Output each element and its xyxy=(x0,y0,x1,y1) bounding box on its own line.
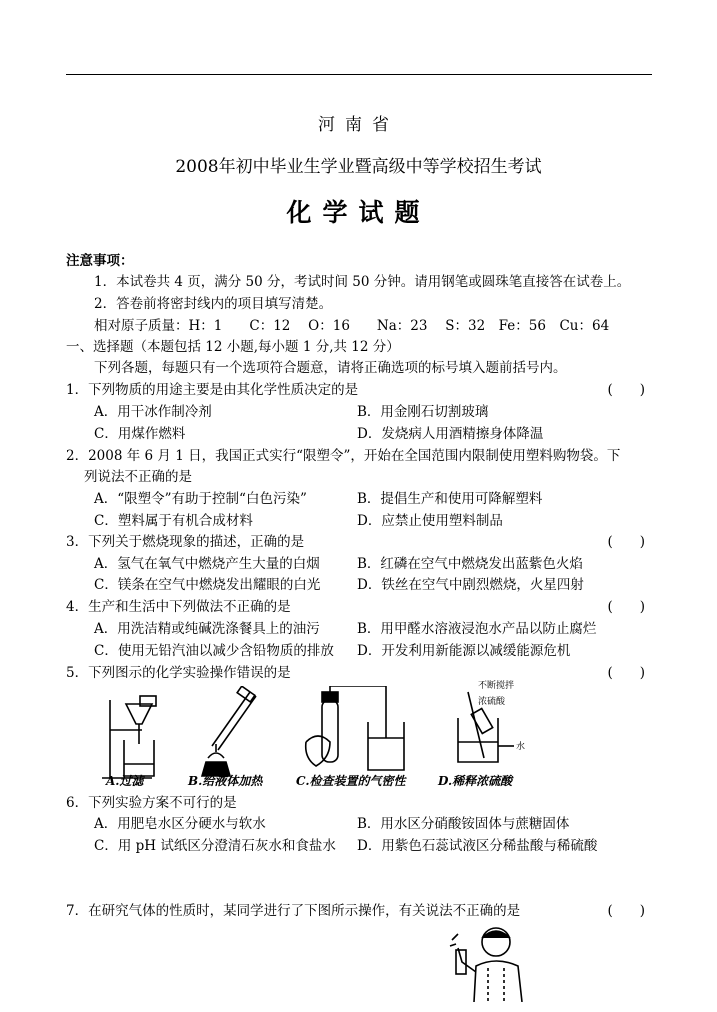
section-instruction: 下列各题，每题只有一个选项符合题意，请将正确选项的标号填入题前括号内。 xyxy=(94,360,567,376)
question-1-stem: 1．下列物质的用途主要是由其化学性质决定的是 xyxy=(66,382,359,398)
q4-option-d: D．开发利用新能源以减缓能源危机 xyxy=(357,643,571,659)
exam-title: 2008年初中毕业生学业暨高级中等学校招生考试 xyxy=(175,157,542,177)
question-5-stem: 5．下列图示的化学实验操作错误的是 xyxy=(66,665,291,681)
figure-caption-a: A.过滤 xyxy=(106,774,144,788)
q1-option-b: B．用金刚石切割玻璃 xyxy=(357,404,489,420)
answer-paren-4[interactable]: ( ) xyxy=(607,599,645,615)
question-2-stem: 2．2008 年 6 月 1 日，我国正式实行“限塑令”，开始在全国范围内限制使用塑料购物袋。下 xyxy=(66,448,621,464)
q6-option-b: B．用水区分硝酸铵固体与蔗糖固体 xyxy=(357,816,570,832)
q1-option-a: A．用干冰作制冷剂 xyxy=(94,404,212,420)
q6-option-d: D．用紫色石蕊试液区分稀盐酸与稀硫酸 xyxy=(357,838,598,854)
q6-option-c: C．用 pH 试纸区分澄清石灰水和食盐水 xyxy=(94,838,336,854)
answer-paren-5[interactable]: ( ) xyxy=(607,665,645,681)
notice-item-2: 2．答卷前将密封线内的项目填写清楚。 xyxy=(94,296,333,312)
q2-option-a: A．“限塑令”有助于控制“白色污染” xyxy=(94,491,307,507)
label-water: 水 xyxy=(516,742,526,752)
figure-caption-c: C.检查装置的气密性 xyxy=(296,774,406,788)
heating-figure xyxy=(192,686,272,786)
q1-option-d: D．发烧病人用酒精擦身体降温 xyxy=(357,426,544,442)
question-2-stem-cont: 列说法不正确的是 xyxy=(84,469,192,485)
answer-paren-7[interactable]: ( ) xyxy=(607,903,645,919)
province-title: 河南省 xyxy=(318,115,399,135)
answer-paren-3[interactable]: ( ) xyxy=(607,534,645,550)
top-rule xyxy=(66,74,652,75)
q3-option-a: A．氢气在氧气中燃烧产生大量的白烟 xyxy=(94,556,320,572)
section-title: 一、选择题（本题包括 12 小题,每小题 1 分,共 12 分） xyxy=(66,339,400,355)
q2-option-c: C．塑料属于有机合成材料 xyxy=(94,513,253,529)
subject-title: 化学试题 xyxy=(286,198,431,227)
q2-option-b: B．提倡生产和使用可降解塑料 xyxy=(357,491,543,507)
q4-option-a: A．用洗洁精或纯碱洗涤餐具上的油污 xyxy=(94,621,320,637)
answer-paren-1[interactable]: ( ) xyxy=(607,382,645,398)
question-3-stem: 3．下列关于燃烧现象的描述，正确的是 xyxy=(66,534,305,550)
figure-caption-d: D.稀释浓硫酸 xyxy=(438,774,513,788)
question-4-stem: 4．生产和生活中下列做法不正确的是 xyxy=(66,599,291,615)
q3-option-c: C．镁条在空气中燃烧发出耀眼的白光 xyxy=(94,577,321,593)
notice-heading: 注意事项： xyxy=(66,253,134,269)
q4-option-c: C．使用无铅汽油以减少含铅物质的排放 xyxy=(94,643,334,659)
student-figure xyxy=(448,922,538,1002)
q3-option-d: D．铁丝在空气中剧烈燃烧，火星四射 xyxy=(357,577,584,593)
notice-item-1: 1．本试卷共 4 页，满分 50 分，考试时间 50 分钟。请用钢笔或圆珠笔直接答在试卷上。 xyxy=(94,274,631,290)
question-6-stem: 6．下列实验方案不可行的是 xyxy=(66,795,237,811)
q4-option-b: B．用甲醛水溶液浸泡水产品以防止腐烂 xyxy=(357,621,597,637)
q2-option-d: D．应禁止使用塑料制品 xyxy=(357,513,503,529)
question-7-stem: 7．在研究气体的性质时，某同学进行了下图所示操作，有关说法不正确的是 xyxy=(66,903,521,919)
q6-option-a: A．用肥皂水区分硬水与软水 xyxy=(94,816,266,832)
airtightness-figure xyxy=(300,686,410,786)
q1-option-c: C．用煤作燃料 xyxy=(94,426,186,442)
label-conc-acid: 浓硫酸 xyxy=(478,697,506,707)
atomic-masses: 相对原子质量：H：1 C：12 O：16 Na：23 S：32 Fe：56 Cu：64 xyxy=(94,318,610,334)
q3-option-b: B．红磷在空气中燃烧发出蓝紫色火焰 xyxy=(357,556,583,572)
figure-caption-b: B.给液体加热 xyxy=(188,774,263,788)
label-stir: 不断搅拌 xyxy=(478,681,515,691)
